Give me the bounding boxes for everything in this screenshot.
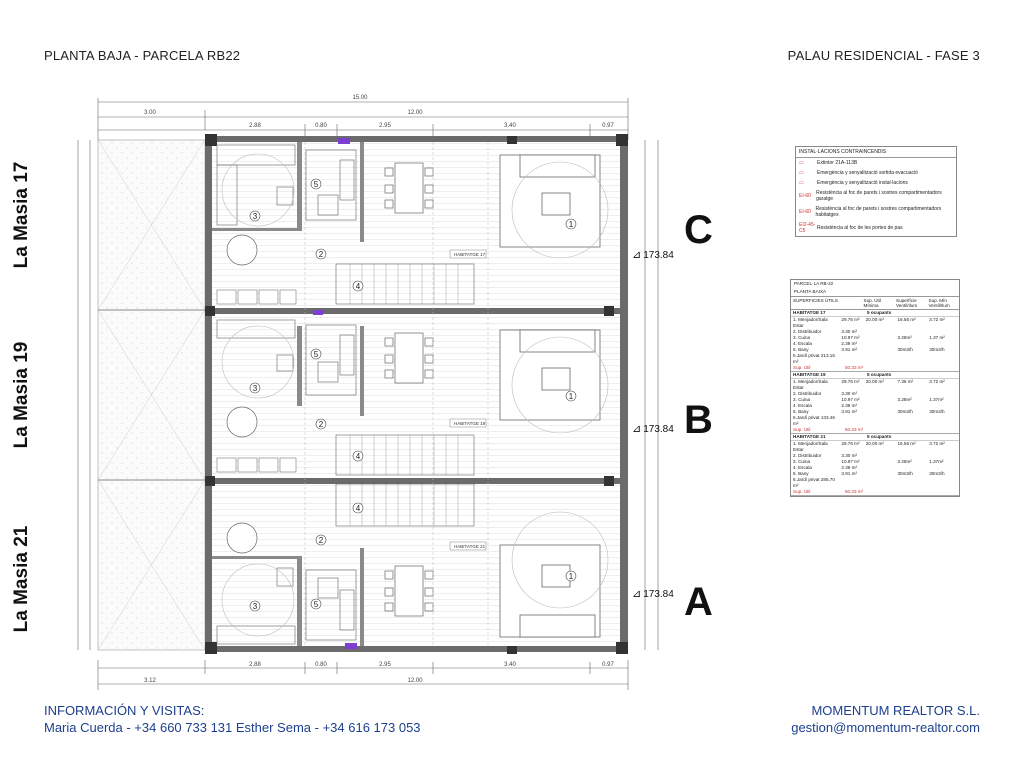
svg-text:3: 3 [252,602,258,611]
level-marker-a: ⊿ 173.84 [632,588,674,600]
unit-letter-a: A [684,580,713,624]
legend-item: EI-60 Resistència al foc de parets i sostres compartimentadors garatge [799,190,942,202]
area-row: 3. Cuina 10.97 m² 3.28m² 1.37m² [793,397,944,402]
svg-text:2: 2 [318,420,324,429]
fire-legend [795,146,957,237]
unit-label-21: La Masia 21 [11,525,32,633]
area-row: 6.Jardí privat 133.46 m² [793,415,835,426]
legend-item: ▭ Extintor 21A-113B [799,160,858,166]
area-row: 1. Menjador/Sala Estar 29.76 m² 20.00 m² 7.36 m² 3.72 m² [793,379,945,390]
svg-text:HABITATGE 21: HABITATGE 21 [454,544,486,549]
level-icon: ⊿ [632,423,642,435]
svg-text:3.40: 3.40 [504,123,516,129]
area-total: Sup. Útil 50.33 m² [793,427,864,432]
svg-text:12.00: 12.00 [407,110,423,116]
unit-label-17: La Masia 17 [11,161,32,269]
area-row: 1. Menjador/Sala Estar 29.76 m² 20.00 m² 16.56 m² 3.72 m² [793,317,945,328]
area-title-1: PARCEL·LA RB-22 [794,281,834,286]
area-block-title: HABITATGE 21 5 ocupants [791,434,959,441]
area-total: Sup. Útil 50.33 m² [793,365,864,370]
svg-text:HABITATGE 17: HABITATGE 17 [454,252,486,257]
unit-letter-b: B [684,398,713,442]
area-title-2: PLANTA BAIXA [794,289,827,294]
svg-text:3.00: 3.00 [144,110,156,116]
svg-text:2.95: 2.95 [379,123,391,129]
area-row: 5. Bany 3.91 m² 30m3/h 30m3/h [793,347,945,352]
area-block [791,434,959,496]
svg-text:4: 4 [355,282,361,291]
svg-text:0.80: 0.80 [315,662,327,668]
area-row: 6.Jardí privat 285.70 m² [793,477,835,488]
area-row: 4. Escala 2.39 m² [793,403,857,408]
area-block [791,372,959,434]
svg-text:12.00: 12.00 [407,678,423,684]
svg-text:4: 4 [355,504,361,513]
svg-text:2.88: 2.88 [249,662,261,668]
area-row: 1. Menjador/Sala Estar 29.76 m² 20.00 m² 16.56 m² 3.72 m² [793,441,945,452]
legend-item: ▭ Emergència y senyalització sortida evacuació [799,170,918,176]
svg-text:1: 1 [568,220,574,229]
area-header: SUPERFICIES ÚTILS Sup. Útil Mínima Superfície Ventil/Ilum Sup. Mín Ventil/Ilum [791,296,959,310]
legend-item: ▭ Emergència y senyalització instal·lacions [799,180,908,186]
area-block-title: HABITATGE 17 5 ocupants [791,310,959,317]
legend-title: INSTAL·LACIONS CONTRAINCENDIS [796,147,956,158]
company-email[interactable]: gestion@momentum-realtor.com [791,720,980,735]
project-title: PALAU RESIDENCIAL - FASE 3 [787,48,980,63]
exit-sign-icon: ▭ [799,170,804,176]
plan-title: PLANTA BAJA - PARCELA RB22 [44,48,241,63]
legend-item: EI2-45-C5 Resistència al foc de les portes de pas [799,222,903,234]
svg-text:3.40: 3.40 [504,662,516,668]
svg-text:3: 3 [252,384,258,393]
svg-text:3.12: 3.12 [144,678,156,684]
svg-text:0.97: 0.97 [602,123,614,129]
level-marker-c: ⊿ 173.84 [632,249,674,261]
contact-info [44,702,421,736]
svg-text:2.95: 2.95 [379,662,391,668]
unit-letter-c: C [684,208,713,252]
area-row: 2. Distribuidor 3.30 m² [793,391,857,396]
company-name: MOMENTUM REALTOR S.L. [811,703,980,718]
area-row: 4. Escala 2.39 m² [793,341,857,346]
area-row: 5. Bany 3.91 m² 30m3/h 30m3/h [793,471,945,476]
area-total: Sup. Útil 50.33 m² [793,489,864,494]
svg-text:15.00: 15.00 [352,95,368,101]
contact-line: Maria Cuerda - +34 660 733 131 Esther Sema - +34 616 173 053 [44,720,421,735]
svg-text:0.97: 0.97 [602,662,614,668]
level-marker-b: ⊿ 173.84 [632,423,674,435]
area-row: 6.Jardí privat 213.16 m² [793,353,835,364]
svg-text:1: 1 [568,392,574,401]
emergency-light-icon: ▭ [799,180,804,186]
company-info [791,702,980,736]
area-table [790,279,960,497]
area-row: 4. Escala 2.39 m² [793,465,857,470]
svg-text:5: 5 [313,350,319,359]
svg-text:4: 4 [355,452,361,461]
svg-text:0.80: 0.80 [315,123,327,129]
area-block [791,310,959,372]
info-title: INFORMACIÓN Y VISITAS: [44,703,205,718]
svg-text:2: 2 [318,250,324,259]
svg-text:HABITATGE 19: HABITATGE 19 [454,421,486,426]
area-block-title: HABITATGE 19 5 ocupants [791,372,959,379]
extinguisher-icon: ▭ [799,160,804,166]
svg-text:1: 1 [568,572,574,581]
svg-text:3: 3 [252,212,258,221]
area-row: 2. Distribuidor 3.30 m² [793,453,857,458]
unit-label-19: La Masia 19 [11,341,32,449]
svg-text:2: 2 [318,536,324,545]
level-icon: ⊿ [632,249,642,261]
area-row: 2. Distribuidor 3.30 m² [793,329,857,334]
area-row: 5. Bany 3.91 m² 30m3/h 30m3/h [793,409,945,414]
svg-text:5: 5 [313,180,319,189]
area-row: 3. Cuina 10.97 m² 3.28m² 1.37m² [793,459,944,464]
legend-item: EI-60 Resistència al foc de parets i sostres compartimentadors habitatges [799,206,942,218]
level-icon: ⊿ [632,588,642,600]
svg-text:2.88: 2.88 [249,123,261,129]
svg-text:5: 5 [313,600,319,609]
area-row: 3. Cuina 10.97 m² 3.28m² 1.37 m² [793,335,945,340]
